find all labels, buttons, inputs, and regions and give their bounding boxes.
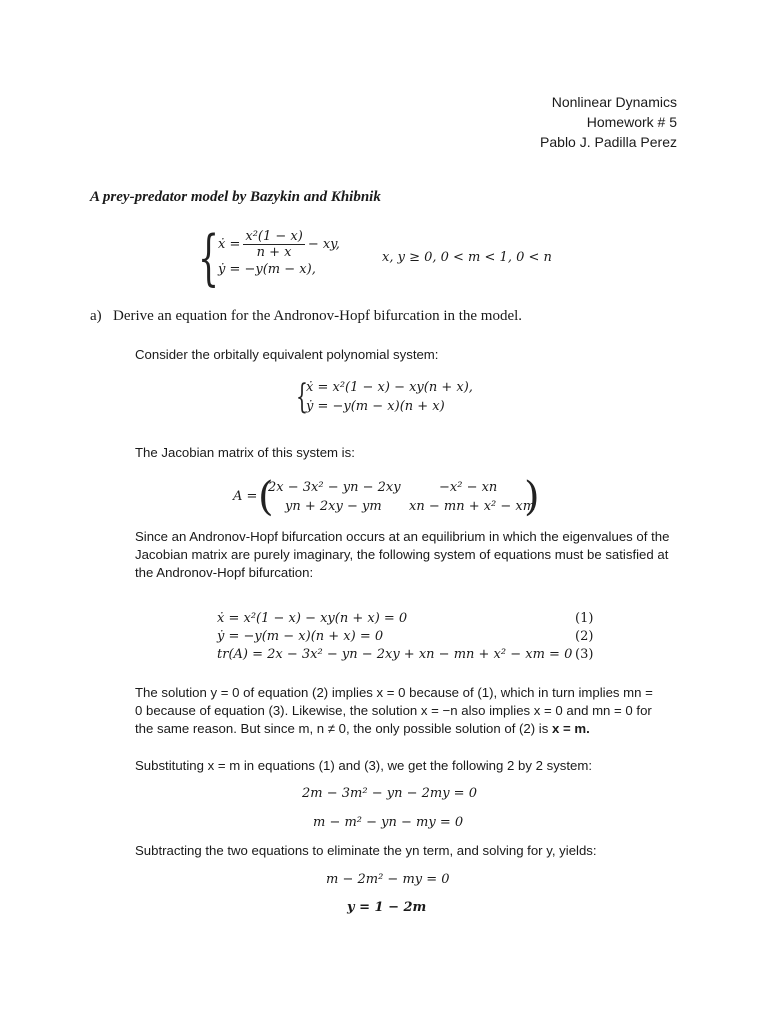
part-a-question: Derive an equation for the Andronov-Hopf bifurcation in the model. — [113, 308, 523, 324]
reduced-eq-1: 2m − 3m² − yn − 2my = 0 — [302, 786, 477, 801]
solution-line-3-text: the same reason. But since m, n ≠ 0, the only possible solution of (2) is — [135, 721, 552, 736]
system-eq-2-number: (2) — [575, 629, 594, 644]
model-eq1-fraction — [243, 229, 304, 260]
paragraph-solution-line-3 — [135, 721, 590, 736]
system-eq-1: ẋ = x²(1 − x) − xy(n + x) = 0 — [217, 611, 408, 626]
system-eq-3: tr(A) = 2x − 3x² − yn − 2xy + xn − mn + x² − xm = 0 — [217, 647, 573, 662]
poly-equation-1: ẋ = x²(1 − x) − xy(n + x), — [306, 380, 473, 395]
course-name: Nonlinear Dynamics — [551, 94, 677, 110]
paragraph-orbital: Consider the orbitally equivalent polynomial system: — [135, 347, 439, 362]
jacobian-a12: −x² − xn — [439, 480, 498, 495]
poly-brace: { — [296, 377, 308, 417]
model-brace: { — [198, 223, 220, 293]
jacobian-lhs: A = — [233, 489, 258, 504]
model-eq1-lhs: ẋ = — [218, 236, 241, 252]
jacobian-left-paren: ( — [258, 474, 274, 520]
final-result: y = 1 − 2m — [347, 900, 427, 915]
paragraph-jacobian: The Jacobian matrix of this system is: — [135, 445, 355, 460]
system-eq-3-number: (3) — [575, 647, 594, 662]
paragraph-hopf-condition: Since an Andronov-Hopf bifurcation occurs at an equilibrium in which the eigenvalues of the Jacobian matrix are purely imaginary, the following system of equations must be satisfied at the Andronov-Hopf bifurcation: — [135, 529, 670, 580]
model-eq1-denominator: n + x — [256, 244, 292, 260]
difference-equation: m − 2m² − my = 0 — [326, 872, 450, 887]
system-eq-2: ẏ = −y(m − x)(n + x) = 0 — [217, 629, 384, 644]
poly-equation-2: ẏ = −y(m − x)(n + x) — [306, 399, 445, 414]
solution-conclusion: x = m. — [552, 721, 590, 736]
paragraph-subtracting: Subtracting the two equations to eliminate the yn term, and solving for y, yields: — [135, 843, 597, 858]
paragraph-substituting: Substituting x = m in equations (1) and (3), we get the following 2 by 2 system: — [135, 758, 593, 773]
author-name: Pablo J. Padilla Perez — [540, 134, 677, 150]
jacobian-a21: yn + 2xy − ym — [285, 499, 382, 514]
model-equation-2: ẏ = −y(m − x), — [218, 262, 316, 277]
system-eq-1-number: (1) — [575, 611, 594, 626]
jacobian-right-paren: ) — [524, 474, 540, 520]
model-eq1-tail: − xy, — [307, 236, 340, 252]
jacobian-a11: 2x − 3x² − yn − 2xy — [268, 480, 401, 495]
reduced-eq-2: m − m² − yn − my = 0 — [313, 815, 464, 830]
paragraph-solution-line-2: 0 because of equation (3). Likewise, the solution x = −n also implies x = 0 and mn = 0 for — [135, 703, 652, 718]
jacobian-a22: xn − mn + x² − xm — [409, 499, 536, 514]
model-equation-1 — [218, 224, 340, 264]
model-conditions: x, y ≥ 0, 0 < m < 1, 0 < n — [382, 250, 552, 265]
section-title: A prey-predator model by Bazykin and Khibnik — [90, 189, 381, 205]
model-eq1-numerator: x²(1 − x) — [245, 228, 303, 244]
homework-number: Homework # 5 — [586, 114, 677, 130]
paragraph-solution-line-1: The solution y = 0 of equation (2) implies x = 0 because of (1), which in turn implies mn = — [135, 685, 653, 700]
part-a-label: a) — [90, 308, 102, 324]
